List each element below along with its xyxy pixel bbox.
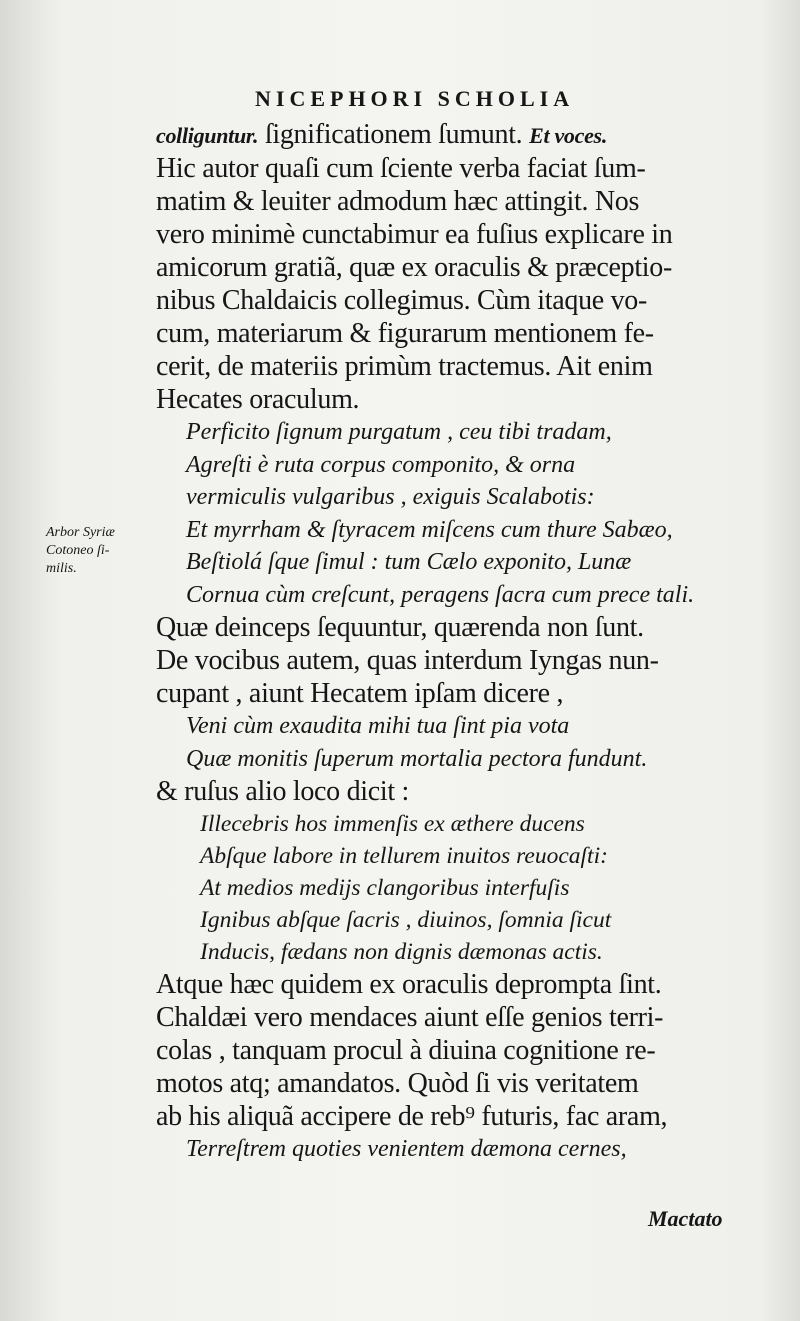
prose-line: nibus Chaldaicis collegimus. Cùm itaque vo- (156, 285, 648, 316)
verse-line: Abſque labore in tellurem inuitos reuocaſti: (200, 843, 608, 869)
prose-line: motos atq; amandatos. Quòd ſi vis veritatem (156, 1068, 639, 1099)
verse-line: Veni cùm exaudita mihi tua ſint pia vota (186, 713, 570, 739)
prose-line: Atque hæc quidem ex oraculis deprompta ſint. (156, 969, 662, 1000)
prose-text: ſignificationem ſumunt. (258, 119, 530, 150)
prose-line: cerit, de materiis primùm tractemus. Ait enim (156, 351, 653, 382)
verse-line: Ignibus abſque ſacris , diuinos, ſomnia ſicut (200, 907, 612, 933)
margin-note-line: Cotoneo ſi- (46, 543, 110, 558)
margin-note (46, 524, 156, 578)
margin-note-line: Arbor Syriæ (46, 525, 115, 540)
verse-line: Perficito ſignum purgatum , ceu tibi tradam, (186, 419, 612, 445)
prose-lead: colliguntur. (156, 123, 259, 148)
prose-line: Hecates oraculum. (156, 384, 360, 415)
prose-line: colas , tanquam procul à diuina cognitione re- (156, 1035, 656, 1066)
prose-line: ab his aliquã accipere de reb⁹ futuris, fac aram, (156, 1101, 668, 1132)
prose-line: Hic autor quaſi cum ſciente verba faciat ſum- (156, 153, 646, 184)
verse-line: At medios medijs clangoribus interfuſis (200, 875, 570, 901)
prose-line: cupant , aiunt Hecatem ipſam dicere , (156, 678, 564, 709)
verse-line: Quæ monitis ſuperum mortalia pectora fundunt. (186, 745, 648, 772)
margin-note-line: milis. (46, 561, 77, 576)
verse-line: Cornua cùm creſcunt, peragens ſacra cum prece tali. (186, 581, 695, 608)
prose-line: vero minimè cunctabimur ea fuſius explicare in (156, 219, 673, 250)
verse-line: Agreſti è ruta corpus componito, & orna (186, 451, 576, 478)
running-head: NICEPHORI SCHOLIA (255, 86, 575, 111)
prose-line: & ruſus alio loco dicit : (156, 776, 410, 807)
prose-line: De vocibus autem, quas interdum Iyngas nun- (156, 645, 659, 676)
verse-line: vermiculis vulgaribus , exiguis Scalabotis: (186, 484, 595, 510)
verse-line: Illecebris hos immenſis ex æthere ducens (200, 811, 585, 837)
catchword: Mactato (648, 1206, 723, 1231)
prose-line: matim & leuiter admodum hæc attingit. Nos (156, 186, 640, 217)
prose-line: Chaldæi vero mendaces aiunt eſſe genios terri- (156, 1002, 664, 1033)
prose-line: cum, materiarum & figurarum mentionem fe- (156, 318, 654, 349)
verse-line: Terreſtrem quoties venientem dæmona cernes, (186, 1136, 627, 1162)
body-text (156, 118, 768, 1166)
verse-line: Beſtiolá ſque ſimul : tum Cælo exponito, Lunæ (186, 549, 632, 575)
prose-tail: Et voces. (529, 123, 608, 148)
verse-line: Et myrrham & ſtyracem miſcens cum thure Sabæo, (186, 516, 673, 543)
prose-line: Quæ deinceps ſequuntur, quærenda non ſunt. (156, 612, 644, 643)
prose-line: amicorum gratiã, quæ ex oraculis & præceptio- (156, 252, 673, 283)
verse-line: Inducis, fædans non dignis dæmonas actis. (200, 939, 603, 965)
prose-line (156, 118, 768, 152)
